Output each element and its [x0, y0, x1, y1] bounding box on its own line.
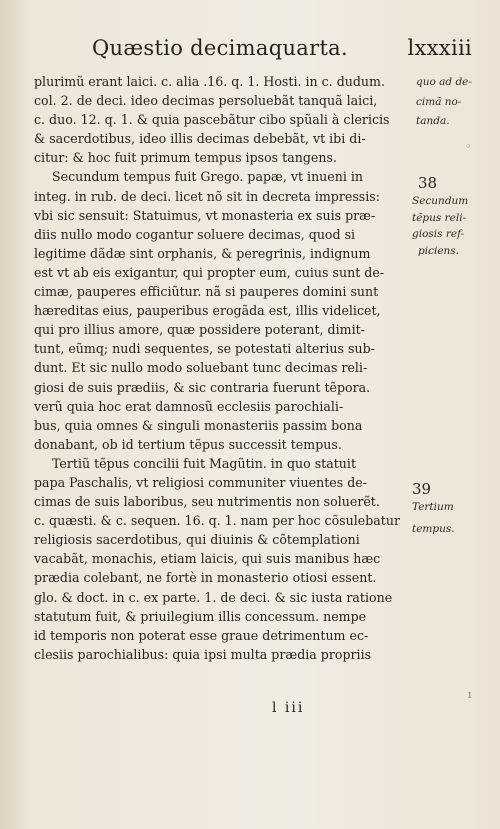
- text-line: donabant, ob id tertium tẽpus successit tempus.: [34, 436, 342, 452]
- text-line: cimæ, pauperes efficiũtur. nã si pauperes domini sunt: [34, 284, 379, 300]
- text-line: c. quæsti. & c. sequen. 16. q. 1. nam per hoc cõsulebatur: [34, 513, 400, 529]
- ink-mark: ı: [468, 688, 472, 701]
- text-line: id temporis non poterat esse graue detrimentum ec-: [34, 627, 369, 643]
- marginal-note: quo ad de- cimã no- tanda.: [416, 76, 472, 127]
- main-text: [34, 72, 410, 664]
- text-line: dunt. Et sic nullo modo soluebant tunc decimas reli-: [34, 360, 368, 376]
- text-line: legitime dãdæ sint orphanis, & peregrinis, indignum: [34, 245, 371, 261]
- text-line: vbi sic sensuit: Statuimus, vt monasteria ex suis præ-: [34, 207, 376, 223]
- marginal-note: Tertium tempus.: [412, 501, 455, 535]
- text-line: col. 2. de deci. ideo decimas persoluebãt tanquã laici,: [34, 93, 378, 109]
- text-line: & sacerdotibus, ideo illis decimas debebãt, vt ibi di-: [34, 131, 366, 147]
- text-line: verũ quia hoc erat damnosũ ecclesiis parochiali-: [34, 398, 344, 414]
- text-line: hæreditas eius, pauperibus erogãda est, illis videlicet,: [34, 303, 381, 319]
- text-line: Secundum tempus fuit Grego. papæ, vt inueni in: [52, 169, 364, 185]
- text-line: papa Paschalis, vt religiosi communiter viuentes de-: [34, 474, 367, 490]
- text-line: qui pro illius amore, quæ possidere poterant, dimit-: [34, 322, 365, 338]
- text-line: est vt ab eis exigantur, qui propter eum, cuius sunt de-: [34, 264, 385, 280]
- text-line: bus, quia omnes & singuli monasteriis passim bona: [34, 417, 363, 433]
- text-line: Tertiũ tẽpus concilii fuit Magũtin. in quo statuit: [52, 455, 357, 471]
- marginal-note: Secundum tẽpus reli- giosis ref- piciens.: [412, 195, 469, 257]
- running-header: [92, 36, 472, 66]
- text-line: tunt, eũmq; nudi sequentes, se potestati alterius sub-: [34, 341, 375, 357]
- text-line: vacabãt, monachis, etiam laicis, qui suis manibus hæc: [34, 551, 381, 567]
- text-line: prædia colebant, ne fortè in monasterio otiosi essent.: [34, 570, 377, 586]
- text-line: diis nullo modo cogantur soluere decimas, quod si: [34, 226, 356, 242]
- text-line: c. duo. 12. q. 1. & quia pascebãtur cibo spũali à clericis: [34, 112, 390, 128]
- text-line: religiosis sacerdotibus, qui diuinis & cõtemplationi: [34, 532, 360, 548]
- signature-mark: l iii: [272, 700, 305, 716]
- marginal-number: 38: [418, 174, 438, 192]
- text-line: glo. & doct. in c. ex parte. 1. de deci. & sic iusta ratione: [34, 589, 393, 605]
- text-line: clesiis parochialibus: quia ipsi multa prædia propriis: [34, 646, 372, 662]
- text-line: integ. in rub. de deci. licet nõ sit in decreta impressis:: [34, 188, 380, 204]
- page-title: Quæstio decimaquarta.: [92, 36, 348, 60]
- marginal-number: 39: [412, 480, 432, 498]
- ink-mark: ◦: [465, 140, 472, 153]
- text-line: plurimũ erant laici. c. alia .16. q. 1. Hosti. in c. dudum.: [34, 74, 385, 89]
- folio-number: lxxxiii: [407, 36, 472, 60]
- text-line: cimas de suis laboribus, seu nutrimentis non soluerẽt.: [34, 494, 380, 510]
- text-line: citur: & hoc fuit primum tempus ipsos tangens.: [34, 150, 337, 166]
- text-line: statutum fuit, & priuilegium illis concessum. nempe: [34, 608, 367, 624]
- text-line: giosi de suis prædiis, & sic contraria fuerunt tẽpora.: [34, 379, 371, 395]
